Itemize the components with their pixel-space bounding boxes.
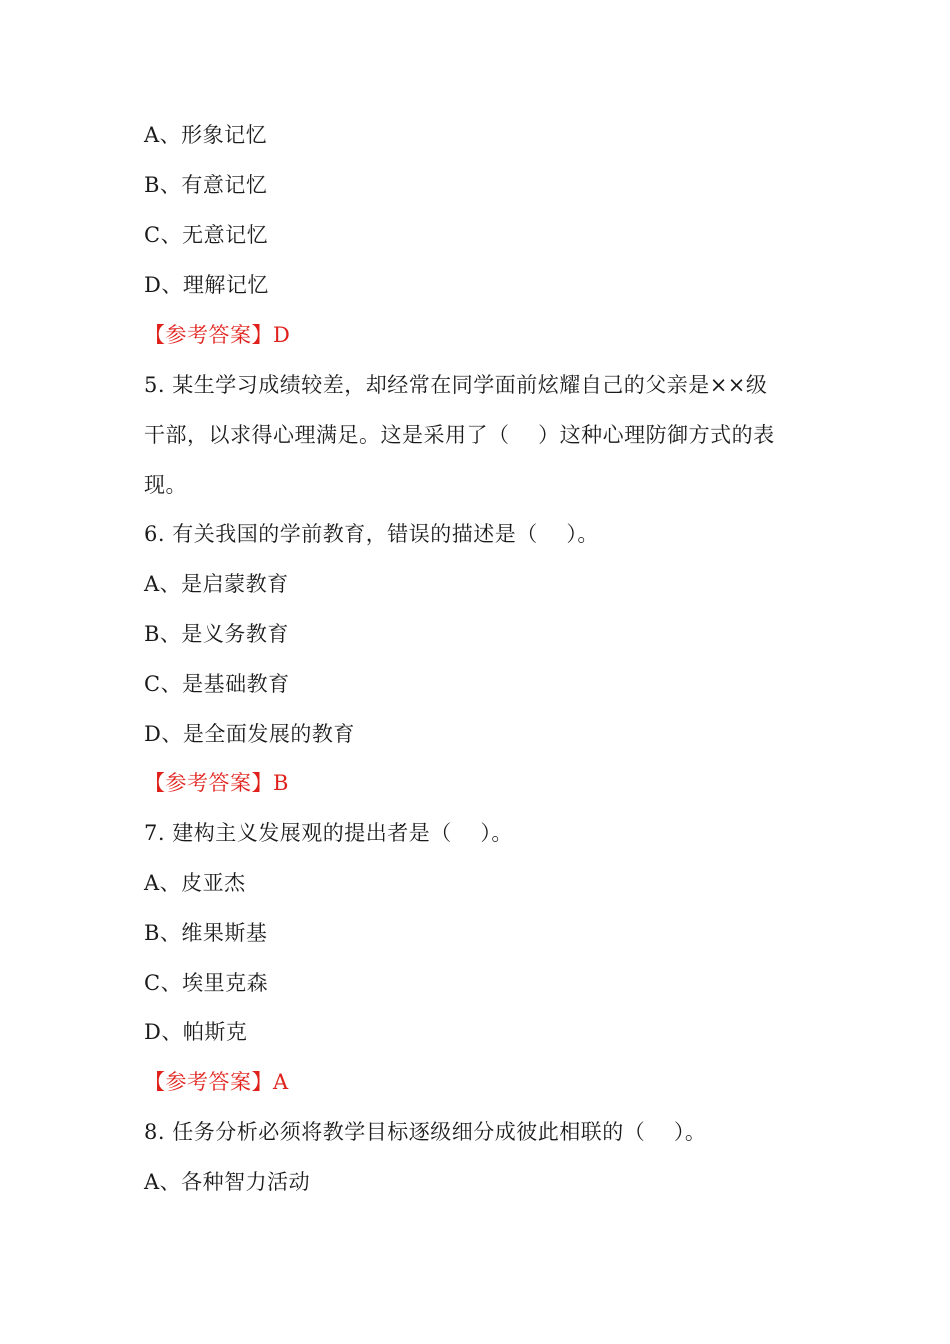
q5-stem-line-3: 现。	[144, 473, 187, 497]
q8-option-a: A、各种智力活动	[144, 1170, 311, 1194]
q7-option-d: D、帕斯克	[144, 1020, 248, 1044]
q7-stem: 7. 建构主义发展观的提出者是（ ）。	[144, 821, 513, 845]
q4-option-b: B、有意记忆	[144, 173, 268, 197]
q6-option-d: D、是全面发展的教育	[144, 722, 355, 746]
q6-option-a: A、是启蒙教育	[144, 572, 289, 596]
q7-answer: 【参考答案】A	[144, 1070, 289, 1094]
q4-option-c: C、无意记忆	[144, 223, 269, 247]
q6-option-b: B、是义务教育	[144, 622, 289, 646]
q5-stem-line-1: 5. 某生学习成绩较差，却经常在同学面前炫耀自己的父亲是××级	[144, 373, 768, 397]
q7-option-b: B、维果斯基	[144, 921, 268, 945]
q4-answer: 【参考答案】D	[144, 323, 291, 347]
q6-answer: 【参考答案】B	[144, 771, 289, 795]
q4-option-d: D、理解记忆	[144, 273, 269, 297]
q5-stem-line-2: 干部，以求得心理满足。这是采用了（ ）这种心理防御方式的表	[144, 423, 775, 447]
q6-stem: 6. 有关我国的学前教育，错误的描述是（ ）。	[144, 522, 599, 546]
q7-option-c: C、埃里克森	[144, 971, 269, 995]
q7-option-a: A、皮亚杰	[144, 871, 246, 895]
q4-option-a: A、形象记忆	[144, 123, 268, 147]
q8-stem: 8. 任务分析必须将教学目标逐级细分成彼此相联的（ ）。	[144, 1120, 707, 1144]
q6-option-c: C、是基础教育	[144, 672, 290, 696]
